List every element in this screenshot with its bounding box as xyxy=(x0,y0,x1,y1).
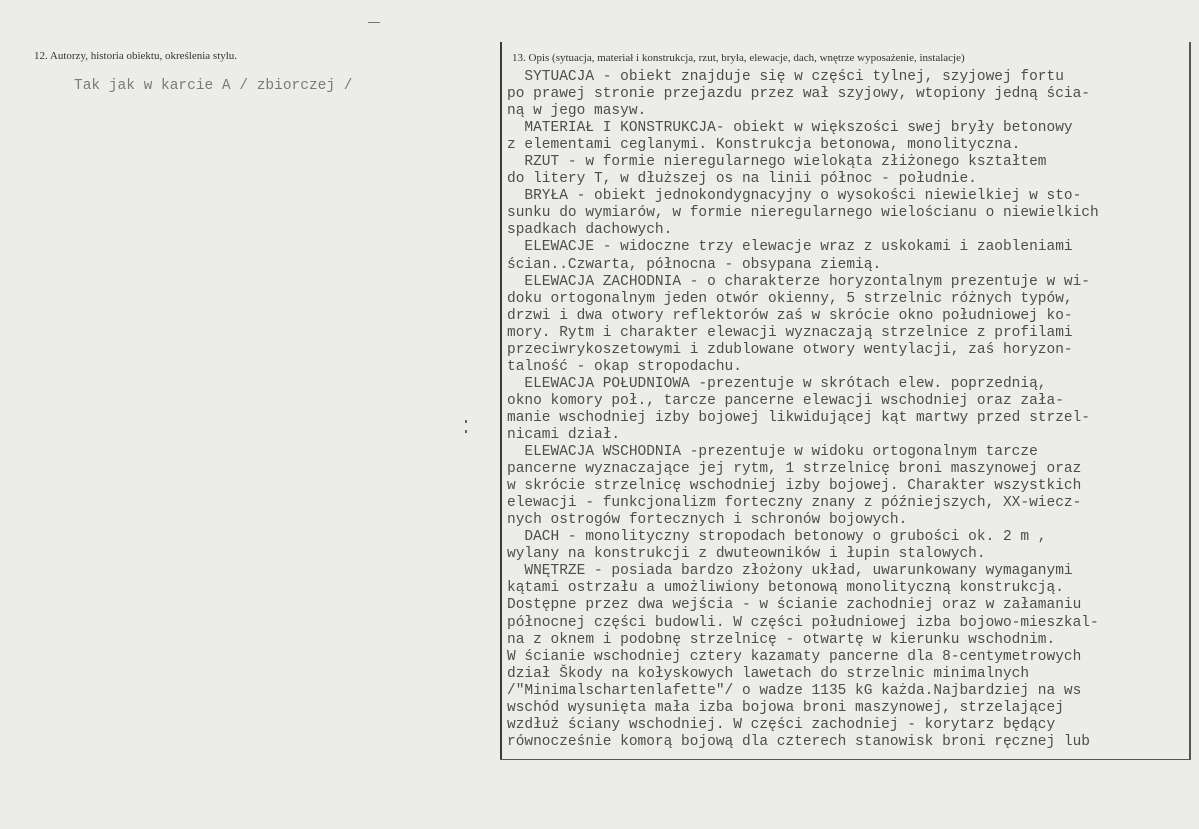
description-line: kątami ostrzału a umożliwiony betonową monolityczną konstrukcją. xyxy=(507,580,1064,597)
description-line: wylany na konstrukcji z dwuteowników i łupin stalowych. xyxy=(507,546,986,563)
description-line: w skrócie strzelnicę wschodniej izby bojowej. Charakter wszystkich xyxy=(507,478,1082,495)
description-line: równocześnie komorą bojową dla czterech stanowisk broni ręcznej lub xyxy=(507,733,1090,750)
description-line: do litery T, w dłuższej os na linii północ - południe. xyxy=(507,171,977,188)
description-line: drzwi i dwa otwory reflektorów zaś w skrócie okno południowej ko- xyxy=(507,307,1073,324)
description-line: pancerne wyznaczające jej rytm, 1 strzelnicę broni maszynowej oraz xyxy=(507,461,1082,478)
description-line: WNĘTRZE - posiada bardzo złożony układ, uwarunkowany wymaganymi xyxy=(507,563,1073,580)
description-line: RZUT - w formie nieregularnego wielokąta złiżonego kształtem xyxy=(507,154,1047,171)
description-line: ną w jego masyw. xyxy=(507,103,647,120)
column-divider xyxy=(500,42,502,760)
description-line: nicami dział. xyxy=(507,426,621,443)
description-line: dział Škody na kołyskowych lawetach do strzelnic minimalnych xyxy=(507,665,1030,682)
description-line: elewacji - funkcjonalizm forteczny znany z późniejszych, XX-wiecz- xyxy=(507,495,1082,512)
description-line: ELEWACJE - widoczne trzy elewacje wraz z uskokami i zaobleniami xyxy=(507,239,1073,256)
description-line: ELEWACJA POŁUDNIOWA -prezentuje w skrótach elew. poprzednią, xyxy=(507,375,1047,392)
section-12-content: Tak jak w karcie A / zbiorczej / xyxy=(74,78,353,94)
description-line: z elementami ceglanymi. Konstrukcja betonowa, monolityczna. xyxy=(507,137,1021,154)
description-line: DACH - monolityczny stropodach betonowy o grubości ok. 2 m , xyxy=(507,529,1047,546)
description-line: północnej części budowli. W części południowej izba bojowo-mieszkal- xyxy=(507,614,1099,631)
top-dash-mark xyxy=(368,22,380,23)
description-line: mory. Rytm i charakter elewacji wyznaczają strzelnice z profilami xyxy=(507,324,1073,341)
description-line: okno komory poł., tarcze pancerne elewacji wschodniej oraz zała- xyxy=(507,392,1064,409)
paper-speck xyxy=(465,420,467,423)
description-line: ścian..Czwarta, północna - obsypana ziemią. xyxy=(507,256,882,273)
description-line: wschód wysunięta mała izba bojowa broni maszynowej, strzelającej xyxy=(507,699,1064,716)
section-13-heading: 13. Opis (sytuacja, materiał i konstrukcja, rzut, bryła, elewacje, dach, wnętrze wyposażenie, instalacje) xyxy=(512,52,965,64)
description-line: ELEWACJA ZACHODNIA - o charakterze horyzontalnym prezentuje w wi- xyxy=(507,273,1090,290)
description-line: wzdłuż ściany wschodniej. W części zachodniej - korytarz będący xyxy=(507,716,1056,733)
description-line: SYTUACJA - obiekt znajduje się w części tylnej, szyjowej fortu xyxy=(507,69,1064,85)
description-line: nych ostrogów fortecznych i schronów bojowych. xyxy=(507,512,908,529)
section-12-heading: 12. Autorzy, historia obiektu, określenia stylu. xyxy=(34,50,238,62)
bottom-border xyxy=(500,759,1191,760)
description-line: doku ortogonalnym jeden otwór okienny, 5 strzelnic różnych typów, xyxy=(507,290,1073,307)
description-line: spadkach dachowych. xyxy=(507,222,673,239)
description-line: po prawej stronie przejazdu przez wał szyjowy, wtopiony jedną ścia- xyxy=(507,86,1090,103)
description-line: /"Minimalschartenlafette"/ o wadze 1135 kG każda.Najbardziej na ws xyxy=(507,682,1082,699)
description-line: Dostępne przez dwa wejścia - w ścianie zachodniej oraz w załamaniu xyxy=(507,597,1082,614)
description-line: sunku do wymiarów, w formie nieregularnego wielościanu o niewielkich xyxy=(507,205,1099,222)
description-line: ELEWACJA WSCHODNIA -prezentuje w widoku ortogonalnym tarcze xyxy=(507,444,1038,461)
right-border xyxy=(1189,42,1191,760)
description-line: MATERIAŁ I KONSTRUKCJA- obiekt w większości swej bryły betonowy xyxy=(507,120,1073,137)
description-line: talność - okap stropodachu. xyxy=(507,358,742,375)
description-line: manie wschodniej izby bojowej likwidującej kąt martwy przed strzel- xyxy=(507,409,1090,426)
description-line: BRYŁA - obiekt jednokondygnacyjny o wysokości niewielkiej w sto- xyxy=(507,188,1082,205)
section-13-content xyxy=(507,69,1187,751)
description-line: przeciwrykoszetowymi i zdublowane otwory wentylacji, zaś horyzon- xyxy=(507,341,1073,358)
paper-speck xyxy=(465,430,467,433)
description-line: na z oknem i podobnę strzelnicę - otwartę w kierunku wschodnim. xyxy=(507,631,1056,648)
description-line: W ścianie wschodniej cztery kazamaty pancerne dla 8-centymetrowych xyxy=(507,648,1082,665)
